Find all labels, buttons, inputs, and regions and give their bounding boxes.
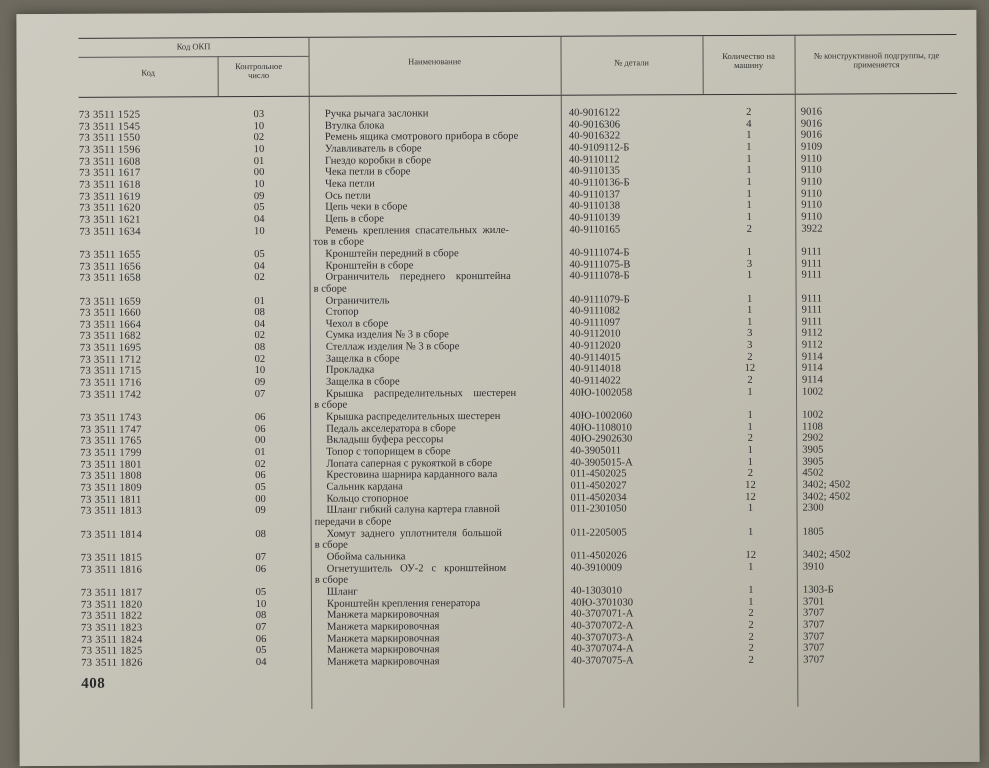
quantity-cell: 1: [746, 246, 753, 258]
part-number-cell: 40-3707072-А: [571, 620, 634, 632]
quantity-cell: 1: [747, 409, 753, 421]
subgroup-number-cell: 3707: [803, 654, 825, 666]
subgroup-number-cell: 3402; 4502: [802, 549, 851, 561]
control-number-cell: 00: [254, 435, 266, 447]
part-number-cell: 40-9110138: [569, 200, 621, 212]
quantity-cell: 1: [746, 211, 752, 223]
control-number-cell: 10: [253, 225, 265, 237]
part-number-cell: 40-3905011: [570, 445, 622, 457]
okp-code-cell: 73 3511 1747: [80, 424, 142, 436]
control-number-cell: 01: [254, 447, 266, 459]
okp-code-cell: 73 3511 1809: [80, 482, 142, 494]
quantity-cell: 2: [748, 643, 754, 655]
subgroup-number-cell: 9016: [800, 106, 823, 118]
part-number-cell: 011-2205005: [570, 527, 627, 539]
part-name-cell: Манжета маркировочная: [327, 644, 440, 656]
okp-code-cell: 73 3511 1621: [79, 214, 141, 226]
quantity-cell: 2: [747, 468, 754, 480]
part-name-cell: тов в сборе: [313, 236, 364, 249]
control-number-cell: 00: [255, 493, 266, 505]
subgroup-number-cell: 3701: [802, 596, 825, 608]
subgroup-number-cell: 1002: [802, 409, 824, 421]
part-number-cell: 40-9111082: [569, 305, 621, 317]
quantity-cell: 1: [747, 456, 753, 468]
part-name-cell: Манжета маркировочная: [327, 656, 440, 668]
part-name-cell: Ограничитель переднего кронштейна: [325, 271, 511, 283]
part-name-cell: Педаль акселератора в сборе: [326, 422, 456, 435]
subgroup-number-cell: 3922: [801, 223, 823, 235]
quantity-cell: 2: [747, 374, 753, 387]
okp-code-cell: 73 3511 1695: [79, 342, 142, 354]
header-name: Наименование: [408, 56, 462, 67]
control-number-cell: 10: [253, 143, 265, 156]
header-qty: Количество на машину: [722, 50, 775, 70]
part-name-cell: Вкладыш буфера рессоры: [326, 434, 444, 447]
quantity-cell: 2: [748, 654, 754, 666]
control-number-cell: 10: [255, 598, 267, 610]
part-number-cell: 40-9109112-Б: [568, 142, 630, 154]
control-number-cell: 09: [253, 190, 265, 202]
part-name-cell: Сальник кардана: [326, 481, 403, 493]
part-name-cell: Цепь в сборе: [325, 213, 384, 225]
okp-code-cell: 73 3511 1596: [78, 144, 141, 156]
quantity-cell: 1: [746, 141, 752, 153]
part-name-cell: Сумка изделия № 3 в сборе: [325, 329, 449, 342]
part-name-cell: Кольцо стопорное: [326, 493, 409, 505]
subgroup-number-cell: 3905: [802, 444, 824, 456]
subgroup-number-cell: 9111: [801, 293, 823, 305]
subgroup-number-cell: 1303-Б: [802, 584, 834, 596]
subgroup-number-cell: 3707: [803, 642, 825, 654]
control-number-cell: 10: [253, 178, 265, 191]
subgroup-number-cell: 9112: [801, 339, 823, 351]
okp-code-cell: 73 3511 1655: [79, 249, 141, 261]
part-name-cell: передачи в сборе: [314, 516, 392, 528]
okp-code-cell: 73 3511 1715: [79, 365, 142, 378]
subgroup-number-cell: 9114: [801, 374, 823, 386]
part-number-cell: 40-9110165: [569, 224, 621, 236]
table-body: [79, 106, 959, 669]
control-number-cell: 02: [254, 353, 266, 365]
subgroup-number-cell: 9110: [801, 199, 823, 211]
quantity-cell: 12: [745, 479, 756, 491]
part-number-cell: 40-9110135: [569, 165, 620, 177]
okp-code-cell: 73 3511 1813: [80, 505, 143, 518]
control-number-cell: 05: [255, 645, 267, 657]
quantity-cell: 2: [747, 351, 753, 363]
control-number-cell: 02: [255, 458, 266, 470]
header-okp: Код ОКП: [176, 41, 211, 52]
control-number-cell: 07: [255, 621, 267, 633]
part-name-cell: в сборе: [314, 574, 349, 587]
okp-code-cell: 73 3511 1814: [80, 529, 143, 541]
okp-code-cell: 73 3511 1550: [78, 132, 141, 145]
control-number-cell: 08: [255, 610, 267, 622]
part-name-cell: Топор с топорищем в сборе: [326, 446, 451, 458]
subgroup-number-cell: 4502: [802, 467, 824, 480]
control-number-cell: 02: [254, 330, 266, 342]
okp-code-cell: 73 3511 1799: [80, 447, 142, 459]
part-number-cell: 011-4502034: [570, 492, 627, 504]
part-number-cell: 011-4502025: [570, 468, 627, 481]
control-number-cell: 06: [254, 412, 266, 424]
control-number-cell: 10: [254, 365, 266, 377]
part-number-cell: 40Ю-1002060: [570, 410, 633, 422]
okp-code-cell: 73 3511 1815: [80, 552, 143, 564]
part-name-cell: Чека петли: [325, 178, 375, 190]
subgroup-number-cell: 3910: [802, 561, 824, 573]
subgroup-number-cell: 1805: [802, 526, 824, 538]
part-number-cell: 011-4502027: [570, 480, 627, 492]
subgroup-number-cell: 9110: [801, 176, 822, 188]
control-number-cell: 05: [255, 586, 267, 598]
control-number-cell: 10: [253, 120, 265, 132]
subgroup-number-cell: 3707: [802, 607, 825, 619]
control-number-cell: 06: [255, 633, 267, 645]
part-name-cell: Прокладка: [325, 364, 375, 377]
okp-code-cell: 73 3511 1825: [81, 645, 143, 658]
okp-code-cell: 73 3511 1656: [79, 261, 141, 273]
okp-code-cell: 73 3511 1545: [78, 121, 141, 133]
part-name-cell: Огнетушитель ОУ-2 с кронштейном: [326, 562, 507, 575]
subgroup-number-cell: 9110: [801, 211, 823, 223]
part-name-cell: Кронштейн в сборе: [325, 259, 414, 272]
part-number-cell: 40-3910009: [570, 562, 623, 574]
part-name-cell: в сборе: [314, 539, 348, 552]
part-name-cell: Ограничитель: [325, 294, 390, 307]
subgroup-number-cell: 9111: [801, 246, 822, 258]
part-name-cell: Обойма сальника: [326, 551, 406, 563]
okp-code-cell: 73 3511 1817: [80, 587, 143, 599]
quantity-cell: 2: [746, 223, 752, 235]
quantity-cell: 1: [746, 130, 752, 142]
quantity-cell: 1: [746, 165, 752, 177]
subgroup-number-cell: 9110: [800, 153, 822, 165]
okp-code-cell: 73 3511 1660: [79, 307, 142, 319]
part-number-cell: 40-9110137: [569, 189, 620, 201]
control-number-cell: 04: [253, 213, 265, 225]
part-number-cell: 40-9112020: [569, 340, 621, 352]
okp-code-cell: 73 3511 1822: [80, 610, 143, 623]
header-separator: [702, 36, 703, 94]
control-number-cell: 01: [253, 155, 265, 167]
quantity-cell: 3: [747, 328, 753, 340]
part-name-cell: Ручка рычага заслонки: [324, 108, 429, 120]
control-number-cell: 07: [254, 388, 266, 400]
control-number-cell: 05: [253, 202, 265, 214]
okp-code-cell: 73 3511 1525: [78, 109, 141, 121]
quantity-cell: 1: [748, 561, 754, 573]
part-name-cell: Шланг: [326, 586, 358, 598]
control-number-cell: 04: [254, 260, 265, 272]
part-name-cell: Ремень крепления спасательных жиле-: [325, 224, 509, 237]
part-name-cell: Улавливатель в сборе: [324, 143, 422, 155]
quantity-cell: 3: [746, 258, 753, 270]
part-name-cell: Кронштейн крепления генератора: [326, 597, 481, 610]
part-number-cell: 40Ю-1108010: [570, 422, 632, 434]
part-number-cell: 40-9110112: [568, 154, 620, 166]
subgroup-number-cell: 9110: [801, 188, 822, 200]
part-number-cell: 40-3707073-А: [571, 631, 634, 644]
part-number-cell: 40-3707075-А: [571, 655, 634, 667]
quantity-cell: 1: [747, 421, 753, 433]
part-name-cell: Ось петли: [325, 190, 371, 202]
header-part: № детали: [614, 57, 649, 68]
part-number-cell: 40-3707074-А: [571, 643, 634, 655]
part-name-cell: в сборе: [313, 283, 347, 295]
parts-table: [78, 34, 959, 669]
subgroup-number-cell: 9111: [801, 316, 823, 328]
quantity-cell: 1: [746, 200, 752, 212]
quantity-cell: 1: [747, 503, 754, 515]
part-number-cell: 40-9016322: [568, 130, 621, 143]
okp-code-cell: 73 3511 1619: [79, 191, 141, 203]
quantity-cell: 12: [745, 549, 757, 561]
part-number-cell: 40-1303010: [570, 585, 623, 597]
subgroup-number-cell: 9109: [800, 141, 823, 153]
subgroup-number-cell: 3905: [802, 456, 824, 468]
part-number-cell: 40-9111097: [569, 317, 621, 329]
subgroup-number-cell: 9016: [800, 118, 823, 130]
quantity-cell: 12: [745, 491, 756, 503]
part-name-cell: Кронштейн передний в сборе: [325, 248, 459, 260]
subgroup-number-cell: 9111: [801, 269, 822, 281]
okp-code-cell: 73 3511 1658: [79, 272, 142, 285]
part-number-cell: 40-3707071-А: [570, 608, 634, 620]
part-name-cell: Ремень ящика смотрового прибора в сборе: [324, 131, 519, 144]
subgroup-number-cell: 2902: [802, 432, 824, 445]
control-number-cell: 08: [254, 307, 265, 319]
part-number-cell: 40-9016122: [568, 107, 621, 119]
quantity-cell: 1: [747, 386, 753, 398]
subgroup-number-cell: 9111: [801, 304, 823, 316]
subgroup-number-cell: 3707: [803, 619, 825, 631]
subgroup-number-cell: 1108: [802, 421, 823, 433]
part-name-cell: Крышка распределительных шестерен: [326, 387, 517, 400]
subgroup-number-cell: 1002: [801, 386, 824, 398]
part-name-cell: Лопата саперная с рукояткой в сборе: [326, 457, 493, 470]
part-name-cell: Защелка в сборе: [325, 353, 400, 365]
okp-code-cell: 73 3511 1682: [79, 331, 142, 343]
control-number-cell: 08: [254, 342, 266, 354]
part-number-cell: 40-9110139: [569, 212, 621, 224]
quantity-cell: 1: [747, 526, 754, 538]
quantity-cell: 2: [747, 433, 753, 445]
okp-code-cell: 73 3511 1824: [81, 634, 143, 646]
control-number-cell: 04: [254, 318, 266, 330]
part-number-cell: 40-9110136-Б: [569, 177, 630, 189]
part-name-cell: Манжета маркировочная: [327, 621, 440, 633]
quantity-cell: 2: [748, 619, 754, 631]
control-number-cell: 07: [255, 551, 267, 563]
okp-code-cell: 73 3511 1634: [79, 226, 141, 238]
subgroup-number-cell: 9114: [801, 363, 823, 375]
okp-code-cell: 73 3511 1826: [81, 657, 143, 669]
quantity-cell: 1: [748, 584, 754, 596]
header-subgroup: № конструктивной подгруппы, где применяется: [813, 50, 940, 70]
part-number-cell: 40Ю-2902630: [570, 433, 633, 446]
part-name-cell: Стопор: [325, 306, 359, 318]
part-name-cell: Шланг гибкий салуна картера главной: [326, 504, 500, 517]
control-number-cell: 06: [255, 563, 267, 575]
quantity-cell: 1: [747, 316, 753, 328]
part-number-cell: 40-9114018: [569, 363, 621, 376]
subgroup-number-cell: 3402; 4502: [802, 479, 851, 491]
header-code: Код: [141, 67, 155, 78]
part-name-cell: Манжета маркировочная: [327, 632, 440, 645]
part-number-cell: 40Ю-1002058: [569, 387, 633, 399]
okp-code-cell: 73 3511 1617: [79, 167, 141, 180]
control-number-cell: 09: [254, 377, 266, 389]
control-number-cell: 05: [254, 248, 265, 260]
control-number-cell: 08: [255, 528, 266, 540]
control-number-cell: 06: [254, 423, 266, 435]
okp-code-cell: 73 3511 1608: [78, 156, 141, 168]
quantity-cell: 1: [746, 188, 752, 200]
okp-code-cell: 73 3511 1808: [80, 470, 142, 483]
part-name-cell: Крестовина шарнира карданного вала: [326, 469, 498, 482]
table-row: [81, 654, 959, 669]
quantity-cell: 1: [748, 596, 754, 608]
okp-code-cell: 73 3511 1811: [80, 494, 142, 506]
part-name-cell: Чека петли в сборе: [325, 166, 411, 179]
quantity-cell: 1: [747, 444, 753, 456]
control-number-cell: 02: [254, 272, 265, 284]
okp-code-cell: 73 3511 1620: [79, 202, 141, 215]
quantity-cell: 1: [746, 176, 752, 188]
okp-code-cell: 73 3511 1618: [79, 179, 141, 191]
okp-code-cell: 73 3511 1712: [79, 354, 142, 366]
part-name-cell: Цепь чеки в сборе: [325, 201, 408, 214]
part-name-cell: Гнездо коробки в сборе: [324, 154, 432, 167]
control-number-cell: 00: [253, 167, 265, 179]
okp-code-cell: 73 3511 1801: [80, 459, 142, 471]
page-number: 408: [81, 675, 106, 692]
subgroup-number-cell: 9114: [801, 351, 823, 363]
subgroup-number-cell: 3707: [803, 631, 825, 643]
part-name-cell: Хомут заднего уплотнителя большой: [326, 527, 502, 540]
table-header: [78, 34, 956, 98]
header-control: Контрольное число: [235, 60, 283, 81]
control-number-cell: 03: [253, 109, 265, 121]
subgroup-number-cell: 9016: [800, 129, 823, 141]
quantity-cell: 1: [746, 270, 753, 282]
part-name-cell: Манжета маркировочная: [326, 609, 440, 621]
subgroup-number-cell: 3402; 4502: [802, 491, 851, 503]
part-number-cell: 011-2301050: [570, 503, 627, 515]
quantity-cell: 3: [747, 340, 753, 352]
part-number-cell: 40-9112010: [569, 328, 621, 341]
header-separator: [794, 36, 795, 94]
part-number-cell: 011-4502026: [570, 550, 627, 562]
part-number-cell: 40-9111074-Б: [569, 247, 630, 259]
part-number-cell: 40-9111079-Б: [569, 293, 630, 306]
quantity-cell: 2: [748, 608, 754, 620]
subgroup-number-cell: 9110: [801, 164, 822, 176]
subgroup-number-cell: 2300: [802, 502, 824, 514]
quantity-cell: 2: [748, 631, 754, 643]
okp-code-cell: 73 3511 1816: [80, 564, 143, 576]
part-name-cell: Втулка блока: [324, 120, 385, 132]
part-number-cell: 40-9016306: [568, 119, 621, 131]
control-number-cell: 02: [253, 132, 265, 144]
okp-code-cell: 73 3511 1743: [80, 412, 142, 424]
quantity-cell: 1: [746, 153, 752, 165]
quantity-cell: 2: [746, 106, 752, 118]
part-name-cell: Стеллаж изделия № 3 в сборе: [325, 341, 460, 353]
quantity-cell: 1: [746, 293, 753, 305]
header-divider: [79, 56, 309, 58]
part-number-cell: 40-9114015: [569, 352, 621, 364]
part-name-cell: Крышка распределительных шестерен: [326, 411, 501, 423]
quantity-cell: 1: [746, 305, 753, 317]
okp-code-cell: 73 3511 1823: [81, 622, 143, 634]
part-number-cell: 40-9111078-Б: [569, 270, 630, 282]
book-page: [16, 10, 979, 766]
control-number-cell: 09: [255, 505, 266, 517]
okp-code-cell: 73 3511 1820: [80, 599, 143, 611]
part-name-cell: в сборе: [314, 400, 348, 412]
part-number-cell: 40-9111075-В: [569, 258, 631, 271]
part-number-cell: 40Ю-3701030: [570, 596, 634, 609]
okp-code-cell: 73 3511 1659: [79, 296, 142, 308]
part-name-cell: Чехол в сборе: [325, 318, 389, 330]
header-separator: [218, 56, 219, 96]
control-number-cell: 06: [255, 470, 266, 482]
quantity-cell: 12: [744, 363, 756, 375]
okp-code-cell: 73 3511 1765: [80, 435, 142, 448]
subgroup-number-cell: 9112: [801, 328, 823, 340]
okp-code-cell: 73 3511 1664: [79, 319, 142, 331]
control-number-cell: 01: [254, 295, 265, 307]
part-number-cell: 40-3905015-А: [570, 457, 633, 469]
part-number-cell: 40-9114022: [569, 375, 621, 387]
control-number-cell: 04: [255, 656, 267, 668]
okp-code-cell: 73 3511 1716: [79, 377, 142, 389]
quantity-cell: 4: [746, 118, 752, 130]
okp-code-cell: 73 3511 1742: [80, 389, 142, 401]
control-number-cell: 05: [255, 482, 266, 494]
subgroup-number-cell: 9111: [801, 258, 822, 270]
part-name-cell: Защелка в сборе: [325, 376, 400, 388]
